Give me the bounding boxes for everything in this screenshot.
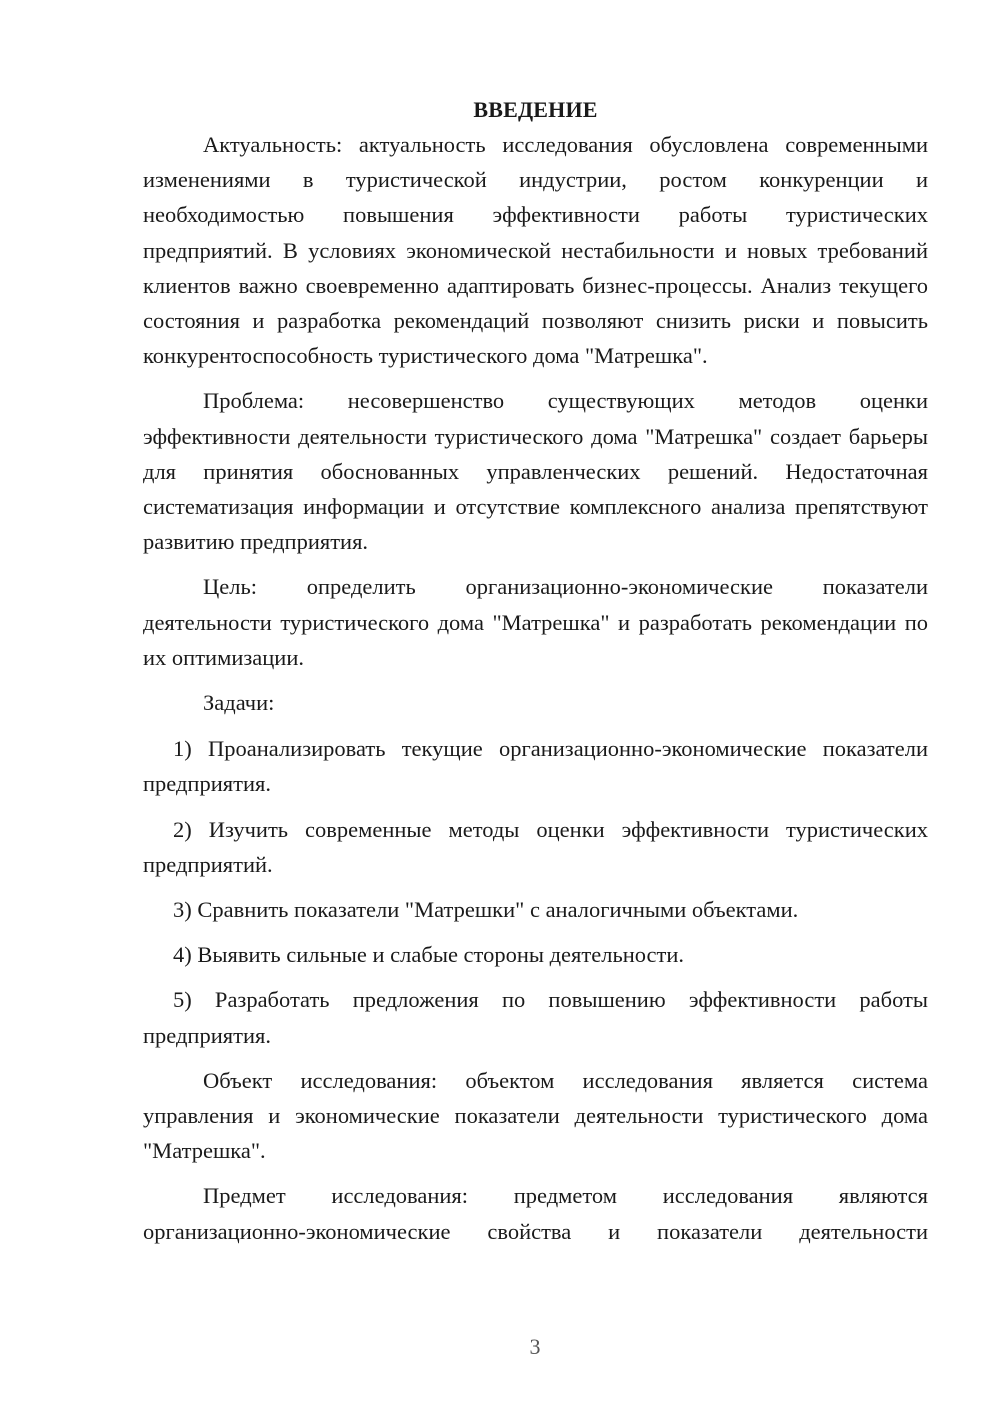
task-item-4: 4) Выявить сильные и слабые стороны деятельности. (173, 942, 685, 968)
paragraph-problem: Проблема: несовершенство существующих методов оценки эффективности деятельности туристического дома "Матрешка" создает барьеры для принятия обоснованных управленческих решений. Недостаточная систематизация информации и отсутствие комплексного анализа препятствуют развитию предприятия. (143, 388, 928, 555)
task-item-3: 3) Сравнить показатели "Матрешки" с аналогичными объектами. (173, 897, 799, 923)
page-content (143, 92, 928, 1249)
paragraph-goal: Цель: определить организационно-экономические показатели деятельности туристического дома "Матрешка" и разработать рекомендации по их оптимизации. (143, 574, 928, 670)
paragraph-actuality: Актуальность: актуальность исследования обусловлена современными изменениями в туристической индустрии, ростом конкуренции и необходимостью повышения эффективности работы туристических предприятий. В условиях экономической нестабильности и новых требований клиентов важно своевременно адаптировать бизнес-процессы. Анализ текущего состояния и разработка рекомендаций позволяют снизить риски и повысить конкурентоспособность туристического дома "Матрешка". (143, 132, 928, 369)
paragraph-object: Объект исследования: объектом исследования является система управления и экономические показатели деятельности туристического дома "Матрешка". (143, 1067, 928, 1164)
page-number: 3 (529, 1334, 541, 1359)
paragraph-subject: Предмет исследования: предметом исследования являются организационно-экономические свойства и показатели деятельности (143, 1183, 928, 1244)
task-item-5: 5) Разработать предложения по повышению эффективности работы предприятия. (143, 987, 928, 1048)
tasks-heading: Задачи: (203, 690, 275, 716)
section-title: ВВЕДЕНИЕ (473, 97, 598, 122)
task-item-1: 1) Проанализировать текущие организационно-экономические показатели предприятия. (143, 736, 928, 797)
task-item-2: 2) Изучить современные методы оценки эффективности туристических предприятий. (143, 816, 928, 877)
